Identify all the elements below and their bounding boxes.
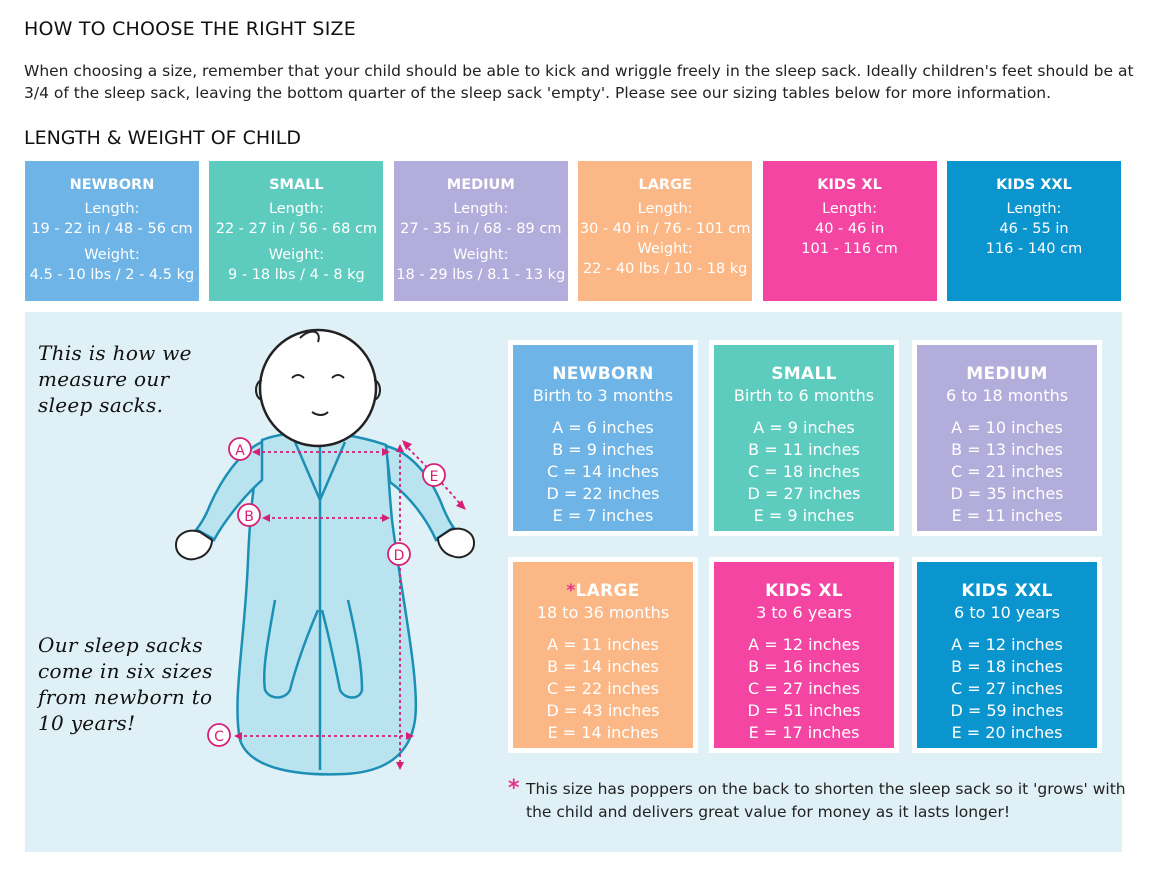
length-value: 19 - 22 in / 48 - 56 cm — [31, 221, 193, 237]
measure-e: E = 17 inches — [748, 723, 860, 742]
card-age: 6 to 10 years — [954, 603, 1060, 622]
length-weight-cards — [25, 161, 1121, 301]
card-name: KIDS XXL — [996, 177, 1072, 193]
length-label: Length: — [1006, 201, 1062, 217]
marker-b-label: B — [244, 509, 254, 525]
length-label: Length: — [268, 201, 324, 217]
card-name: KIDS XL — [817, 177, 882, 193]
grid-card-kids-xl — [709, 557, 899, 753]
card-age: 18 to 36 months — [536, 603, 670, 622]
card-name: NEWBORN — [69, 177, 155, 193]
top-card-medium — [394, 161, 568, 301]
measure-e: E = 9 inches — [753, 506, 855, 525]
grid-card-large — [508, 557, 698, 753]
footnote-star: * — [508, 776, 520, 801]
measure-c: C = 18 inches — [748, 462, 860, 481]
weight-label: Weight: — [84, 247, 140, 263]
measure-d: D = 22 inches — [546, 484, 660, 503]
measure-c: C = 14 inches — [547, 462, 659, 481]
card-name: KIDS XL — [765, 581, 843, 601]
marker-e — [423, 464, 445, 486]
length-value: 22 - 27 in / 56 - 68 cm — [215, 221, 378, 237]
measure-d: D = 51 inches — [747, 701, 861, 720]
weight-value: 22 - 40 lbs / 10 - 18 kg — [582, 261, 748, 277]
grid-card-small — [709, 340, 899, 536]
measure-d: D = 27 inches — [747, 484, 861, 503]
measure-b: B = 9 inches — [552, 440, 654, 459]
card-name-row — [513, 580, 693, 602]
measure-a: A = 10 inches — [951, 418, 1063, 437]
measure-e: E = 11 inches — [951, 506, 1063, 525]
weight-value: 9 - 18 lbs / 4 - 8 kg — [228, 267, 365, 283]
card-age: Birth to 6 months — [733, 386, 875, 405]
measure-a: A = 12 inches — [748, 635, 860, 654]
measure-b: B = 11 inches — [748, 440, 860, 459]
large-star-marker: * — [566, 581, 576, 601]
footnote — [508, 778, 1128, 824]
card-name: KIDS XXL — [961, 581, 1053, 601]
card-age: 3 to 6 years — [756, 603, 852, 622]
card-name: MEDIUM — [446, 177, 515, 193]
weight-label: Weight: — [637, 241, 693, 257]
measure-b: B = 18 inches — [951, 657, 1063, 676]
marker-c — [208, 724, 230, 746]
length-value-cm: 116 - 140 cm — [985, 241, 1083, 257]
card-name: MEDIUM — [966, 364, 1048, 384]
card-name: LARGE — [638, 177, 692, 193]
card-name: LARGE — [575, 581, 640, 601]
weight-label: Weight: — [268, 247, 325, 263]
top-card-kids-xl — [763, 161, 937, 301]
marker-a — [229, 438, 251, 460]
page-title: HOW TO CHOOSE THE RIGHT SIZE — [24, 18, 356, 40]
top-card-newborn — [25, 161, 199, 301]
marker-d-label: D — [393, 548, 405, 564]
grid-card-newborn — [508, 340, 698, 536]
card-name: SMALL — [771, 364, 837, 384]
measure-c: C = 21 inches — [951, 462, 1063, 481]
length-value: 27 - 35 in / 68 - 89 cm — [400, 221, 562, 237]
length-value: 46 - 55 in — [999, 221, 1069, 237]
baby-head — [260, 330, 376, 446]
measure-d: D = 35 inches — [950, 484, 1064, 503]
measure-e: E = 7 inches — [552, 506, 654, 525]
length-label: Length: — [822, 201, 878, 217]
measure-d: D = 59 inches — [950, 701, 1064, 720]
section-subheading: LENGTH & WEIGHT OF CHILD — [24, 127, 301, 149]
card-age: 6 to 18 months — [945, 386, 1069, 405]
sleep-sack-illustration — [165, 325, 485, 785]
measure-a: A = 11 inches — [547, 635, 659, 654]
measure-a: A = 6 inches — [552, 418, 654, 437]
handwritten-note-bottom: Our sleep sacks come in six sizes from newborn to 10 years! — [38, 633, 213, 735]
right-sleeve — [386, 446, 454, 540]
weight-label: Weight: — [453, 247, 509, 263]
card-age: Birth to 3 months — [532, 386, 674, 405]
grid-card-medium — [912, 340, 1102, 536]
length-value: 30 - 40 in / 76 - 101 cm — [579, 221, 751, 237]
measure-b: B = 13 inches — [951, 440, 1063, 459]
weight-value: 4.5 - 10 lbs / 2 - 4.5 kg — [29, 267, 195, 283]
length-label: Length: — [637, 201, 693, 217]
marker-a-label: A — [235, 443, 245, 459]
top-card-kids-xxl — [947, 161, 1121, 301]
top-card-large — [578, 161, 752, 301]
measure-c: C = 27 inches — [951, 679, 1063, 698]
length-label: Length: — [84, 201, 140, 217]
marker-d — [388, 543, 410, 565]
marker-b — [238, 504, 260, 526]
footnote-text: This size has poppers on the back to shorten the sleep sack so it 'grows' with the child and delivers great value for money as it lasts longer! — [526, 780, 1126, 821]
length-label: Length: — [453, 201, 509, 217]
measure-b: B = 14 inches — [547, 657, 659, 676]
intro-paragraph: When choosing a size, remember that your child should be able to kick and wriggle freely in the sleep sack. Ideally children's feet should be at 3/4 of the sleep sack, leaving the bottom quarter of the sleep sack 'empty'. Please see our sizing tables below for more information. — [24, 62, 1134, 102]
card-name: SMALL — [269, 177, 324, 193]
measure-c: C = 22 inches — [547, 679, 659, 698]
length-value: 40 - 46 in — [814, 221, 885, 237]
measure-a: A = 12 inches — [951, 635, 1063, 654]
weight-value: 18 - 29 lbs / 8.1 - 13 kg — [396, 267, 566, 283]
grid-card-kids-xxl — [912, 557, 1102, 753]
card-name: NEWBORN — [552, 364, 654, 384]
top-card-small — [209, 161, 383, 301]
length-value-cm: 101 - 116 cm — [801, 241, 898, 257]
measurement-cards-grid — [508, 340, 1111, 768]
measure-d: D = 43 inches — [546, 701, 660, 720]
measure-c: C = 27 inches — [748, 679, 860, 698]
measure-a: A = 9 inches — [753, 418, 855, 437]
measure-b: B = 16 inches — [748, 657, 860, 676]
handwritten-note-top: This is how we measure our sleep sacks. — [38, 341, 192, 417]
marker-e-label: E — [429, 469, 439, 485]
measure-e: E = 20 inches — [951, 723, 1063, 742]
measure-e: E = 14 inches — [547, 723, 659, 742]
marker-c-label: C — [214, 729, 224, 745]
